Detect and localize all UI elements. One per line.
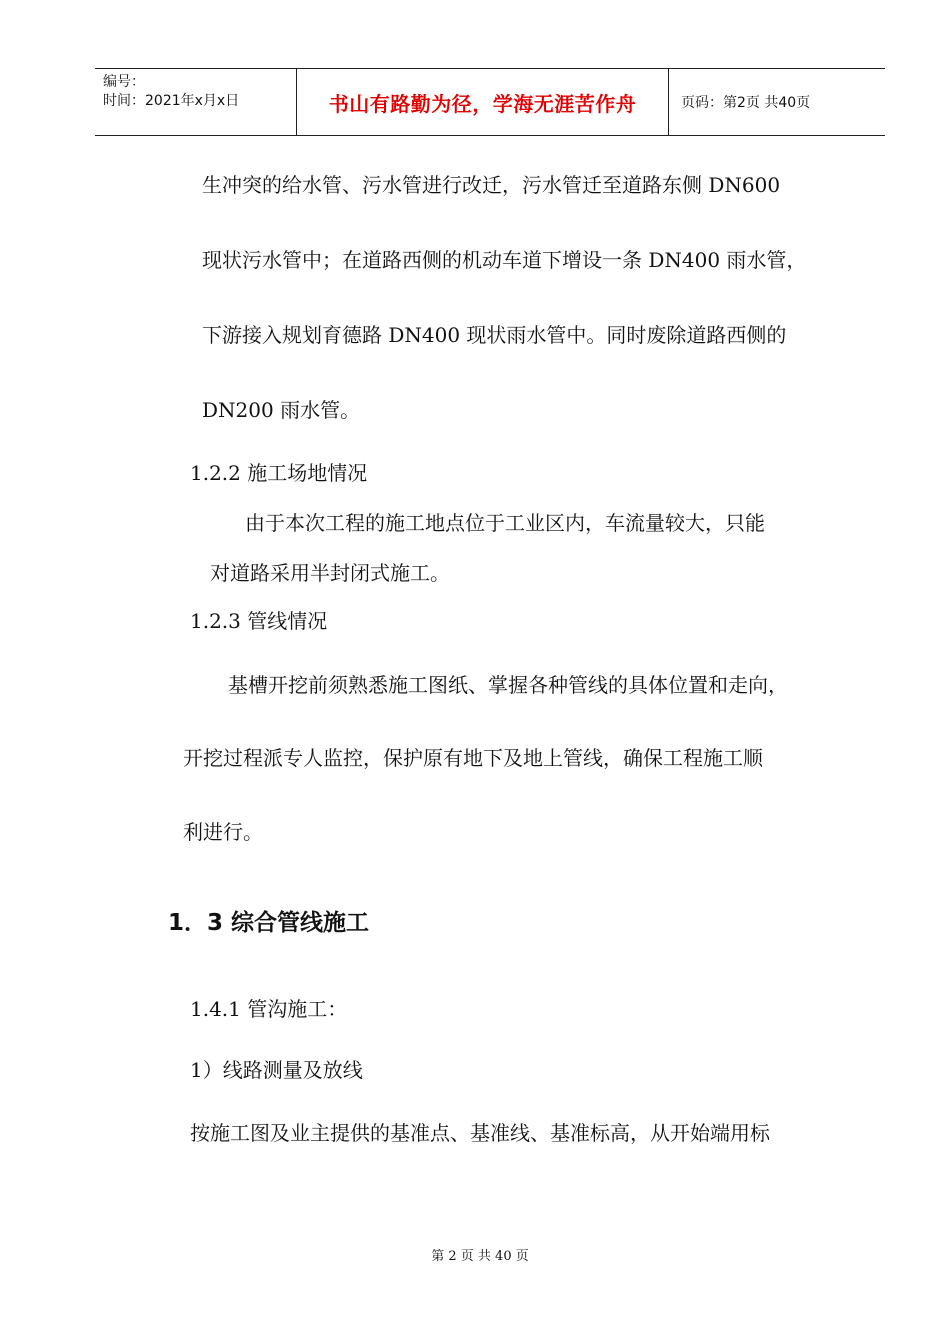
header-meta: [95, 69, 297, 135]
paragraph-line: DN200 雨水管。: [202, 398, 361, 422]
paragraph-line: 生冲突的给水管、污水管进行改迁，污水管迁至道路东侧 DN600: [202, 173, 781, 197]
paragraph-line: 下游接入规划育德路 DN400 现状雨水管中。同时废除道路西侧的: [202, 323, 787, 347]
page-header: [95, 68, 885, 136]
list-item-title: 1）线路测量及放线: [190, 1058, 363, 1082]
paragraph-line: 对道路采用半封闭式施工。: [210, 561, 450, 585]
paragraph-line: 按施工图及业主提供的基准点、基准线、基准标高，从开始端用标: [190, 1121, 770, 1145]
page-footer: 第 2 页 共 40 页: [431, 1249, 529, 1264]
subsection-title: 1.2.3 管线情况: [190, 609, 328, 633]
subsection-title: 1.4.1 管沟施工：: [190, 997, 348, 1021]
document-time-label: 时间：2021年x月x日: [103, 93, 240, 109]
header-motto: 书山有路勤为径，学海无涯苦作舟: [297, 69, 669, 135]
subsection-title: 1.2.2 施工场地情况: [190, 461, 368, 485]
paragraph-line: 利进行。: [183, 820, 263, 844]
paragraph-line: 基槽开挖前须熟悉施工图纸、掌握各种管线的具体位置和走向，: [228, 673, 788, 697]
header-page-info: 页码：第2页 共40页: [681, 95, 811, 111]
paragraph-line: 现状污水管中；在道路西侧的机动车道下增设一条 DN400 雨水管，: [202, 248, 807, 272]
paragraph-line: 由于本次工程的施工地点位于工业区内，车流量较大，只能: [245, 511, 765, 535]
paragraph-line: 开挖过程派专人监控，保护原有地下及地上管线，确保工程施工顺: [183, 746, 763, 770]
section-heading: 1．3 综合管线施工: [168, 910, 370, 936]
document-number-label: 编号：: [103, 74, 145, 90]
